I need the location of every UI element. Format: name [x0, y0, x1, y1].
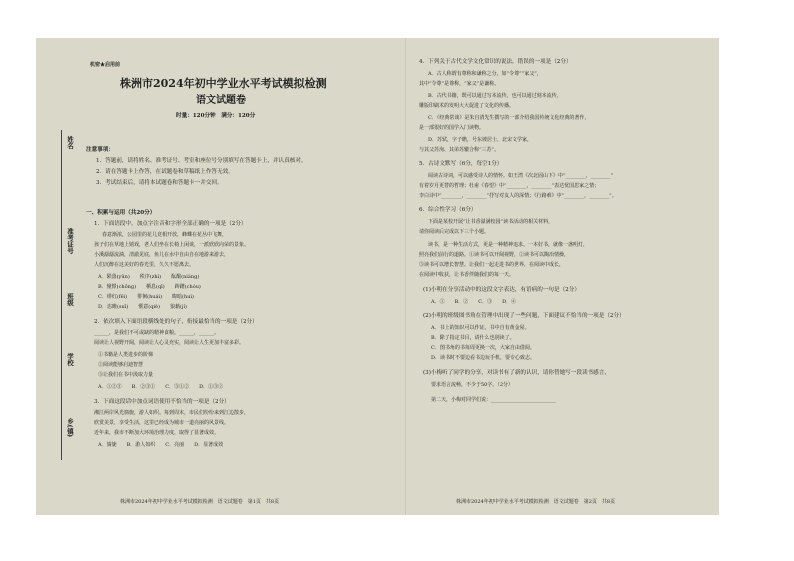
exam-title: 株洲市2024年初中学业水平考试模拟检测: [120, 77, 327, 90]
q1-stem: 1．下面语段中，加点字注音和字形全部正确的一项是（2分）: [94, 221, 247, 227]
q2-sentence: ③让我们在书中汲取力量: [98, 372, 154, 378]
q6-passage: ③读书可以增长智慧。让我们一起走进书的世界，在阅读中成长，: [419, 262, 565, 268]
q6-2-stem: (2)小明的班级图书角在管理中出现了一些问题，下面建议不恰当的一项是（2分）: [423, 313, 625, 319]
q5-body: 有着岁月更替的哲理；杜甫《春望》中“________，________”表达忧国思家之情；: [419, 183, 600, 189]
q6-1-options: A．① B．② C．③ D．④: [431, 299, 517, 305]
secret-label: 机密★启用前: [90, 62, 121, 68]
q4-option-c-cont: 是一部很好的国学入门读物。: [419, 125, 485, 131]
q1-option-b: B．憧憬(chōng) 栖息(qī) 踌躇(chóu): [98, 284, 201, 290]
q2-sentence: ②阅读能够启迪智慧: [98, 362, 144, 368]
q3-passage: 湘江两岸风光旖旎，游人如织。每到周末，市民们纷纷来到江边散步，: [94, 410, 250, 416]
footer-right: 株洲市2024年初中学业水平考试模拟检测 语文试题卷 第2页 共8页: [456, 499, 616, 505]
q5-stem: 5．古诗文默写（6分，每空1分）: [419, 161, 503, 167]
q4-option-a: A．古人称谓有尊称和谦称之分，如“令尊”“家父”，: [428, 71, 542, 77]
class-label: 班级: [66, 293, 74, 306]
q6-2-option-c: C．图书角的书每周更换一次，大家自由借阅。: [431, 345, 535, 351]
q5-body: 阅读古诗词，可以感受诗人的情怀。如王湾《次北固山下》中“________，________”: [428, 173, 614, 179]
q4-option-c: C．《经典常谈》是朱自清先生撰写的一部介绍我国传统文化经典的著作，: [428, 115, 590, 121]
q3-passage: 近年来，我市不断加大环境治理力度，取得了显著成效。: [94, 430, 220, 436]
school-label: 学校: [66, 353, 74, 366]
q2-sentence: ①书籍是人类进步的阶梯: [98, 352, 154, 358]
q2-stem: 2．依次填入下面语段横线处的句子，衔接最恰当的一项是（2分）: [94, 319, 258, 325]
q6-passage: 读书，是一种生活方式，更是一种精神追求。一本好书，就像一盏明灯，: [428, 242, 589, 248]
q2-passage: 阅读让人视野开阔，阅读让人心灵充实，阅读让人生更加丰富多彩。: [94, 340, 245, 346]
page-fold: [405, 38, 406, 515]
q2-options: A．①②③ B．②③① C．③①② D．①③②: [98, 384, 224, 390]
notes-title: 注意事项：: [86, 147, 114, 153]
q6-intro: 请你阅读后完成以下三个小题。: [419, 229, 490, 235]
q6-passage: 在阅读中收获，让书香伴随我们的每一天。: [419, 272, 515, 278]
town-label: 乡(镇): [66, 418, 74, 438]
q4-option-b-cont: 雕版印刷术的发明大大促进了文化的传播。: [419, 103, 515, 109]
q6-2-option-d: D．读书时不要边看书边玩手机，要专心致志。: [431, 355, 536, 361]
q1-option-a: A．陨落(yǔn) 秩序(zhì) 酝酿(niàng): [98, 274, 200, 280]
q5-body: 李白诗中“________，________”抒写对友人的深情；《行路难》中“________，________”。: [419, 193, 617, 199]
q3-options: A．旖旎 B．游人如织 C．亮丽 D．显著成效: [98, 442, 224, 448]
binding-line: [61, 130, 62, 460]
q3-stem: 3．下面这段话中加点词语使用不恰当的一项是（2分）: [94, 399, 230, 405]
q6-2-option-b: B．除了指定书目，请什么也别读了。: [431, 335, 515, 341]
exam-sheet: [36, 38, 719, 515]
q6-1-stem: (1)小明在分享活动中的这段文字表达，有语病的一句是（2分）: [423, 287, 580, 293]
q6-intro: 下面是某校开展“让书香溢满校园”读书活动的相关材料，: [428, 219, 554, 225]
q4-option-d-cont: 与其父苏洵、其弟苏辙合称“三苏”。: [419, 147, 500, 153]
q4-stem: 4．下列关于古代文学文化常识的说法，错误的一项是（2分）: [419, 59, 572, 65]
time-score: 时量：120分钟 满分：120分: [176, 113, 256, 119]
q1-passage: 人们沉醉在这美好的春光里，久久不愿离去。: [94, 262, 195, 268]
exam-subtitle: 语文试题卷: [196, 95, 246, 106]
note-item: 3．考试结束后，请将本试题卷和答题卡一并交回。: [96, 180, 223, 186]
q3-passage: 欣赏美景，享受生活，这里已经成为城市一道亮丽的风景线。: [94, 420, 230, 426]
q1-passage: 春意渐浓，公园里的花儿竞相开放，蜂蝶在花丛中飞舞，: [102, 232, 228, 238]
q6-3-stem: (3)小梅听了同学的分享，对读书有了新的认识，请你替她写一段读书感言，: [423, 370, 610, 376]
q6-3-answer-line: 第二天，小梅对同学们说：__________________________: [431, 397, 557, 403]
q1-passage: 孩子们在草地上嬉戏，老人们坐在长椅上闲谈，一派欣欣向荣的景象。: [94, 242, 250, 248]
q1-option-c: C．绯红(fēi) 徘徊(huái) 晦暗(huì): [98, 294, 194, 300]
q6-stem: 6．综合性学习（6分）: [419, 207, 477, 213]
q1-passage: 小溪潺潺流淌，清澈见底，鱼儿在水中自由自在地游来游去，: [94, 252, 230, 258]
q4-option-d: D．苏轼，字子瞻，号东坡居士，北宋文学家，: [428, 137, 533, 143]
q6-3-stem-cont: 要求语言流畅，不少于50字。（2分）: [431, 382, 514, 388]
section-title: 一、积累与运用（共20分）: [86, 210, 156, 216]
name-label: 姓名: [66, 136, 74, 149]
q2-passage: ______，是我们不可或缺的精神食粮。______，______。: [94, 330, 220, 336]
q4-option-a-cont: 其中“令尊”是尊称，“家父”是谦称。: [419, 81, 500, 87]
q1-option-d: D．恣睢(suī) 惬意(qiè) 狼藉(jí): [98, 304, 188, 310]
exam-number-label: 准考证号: [66, 228, 74, 254]
q6-2-option-a: A．书上的知识可以作证，书中自有黄金屋。: [431, 325, 530, 331]
note-item: 2．请在答题卡上作答，在试题卷和草稿纸上作答无效。: [96, 169, 234, 175]
footer-left: 株洲市2024年初中学业水平考试模拟检测 语文试题卷 第1页 共8页: [120, 499, 280, 505]
q4-option-b: B．古代书籍，既可以通过写本流传，也可以通过刻本流传，: [428, 93, 562, 99]
q6-passage: 照亮我们前行的道路。①读书可以开阔视野，②读书可以陶冶情操，: [419, 252, 570, 258]
note-item: 1．答题前，请将姓名、准考证号、考室和座位号分别填写在答题卡上，并认真核对。: [96, 158, 307, 164]
